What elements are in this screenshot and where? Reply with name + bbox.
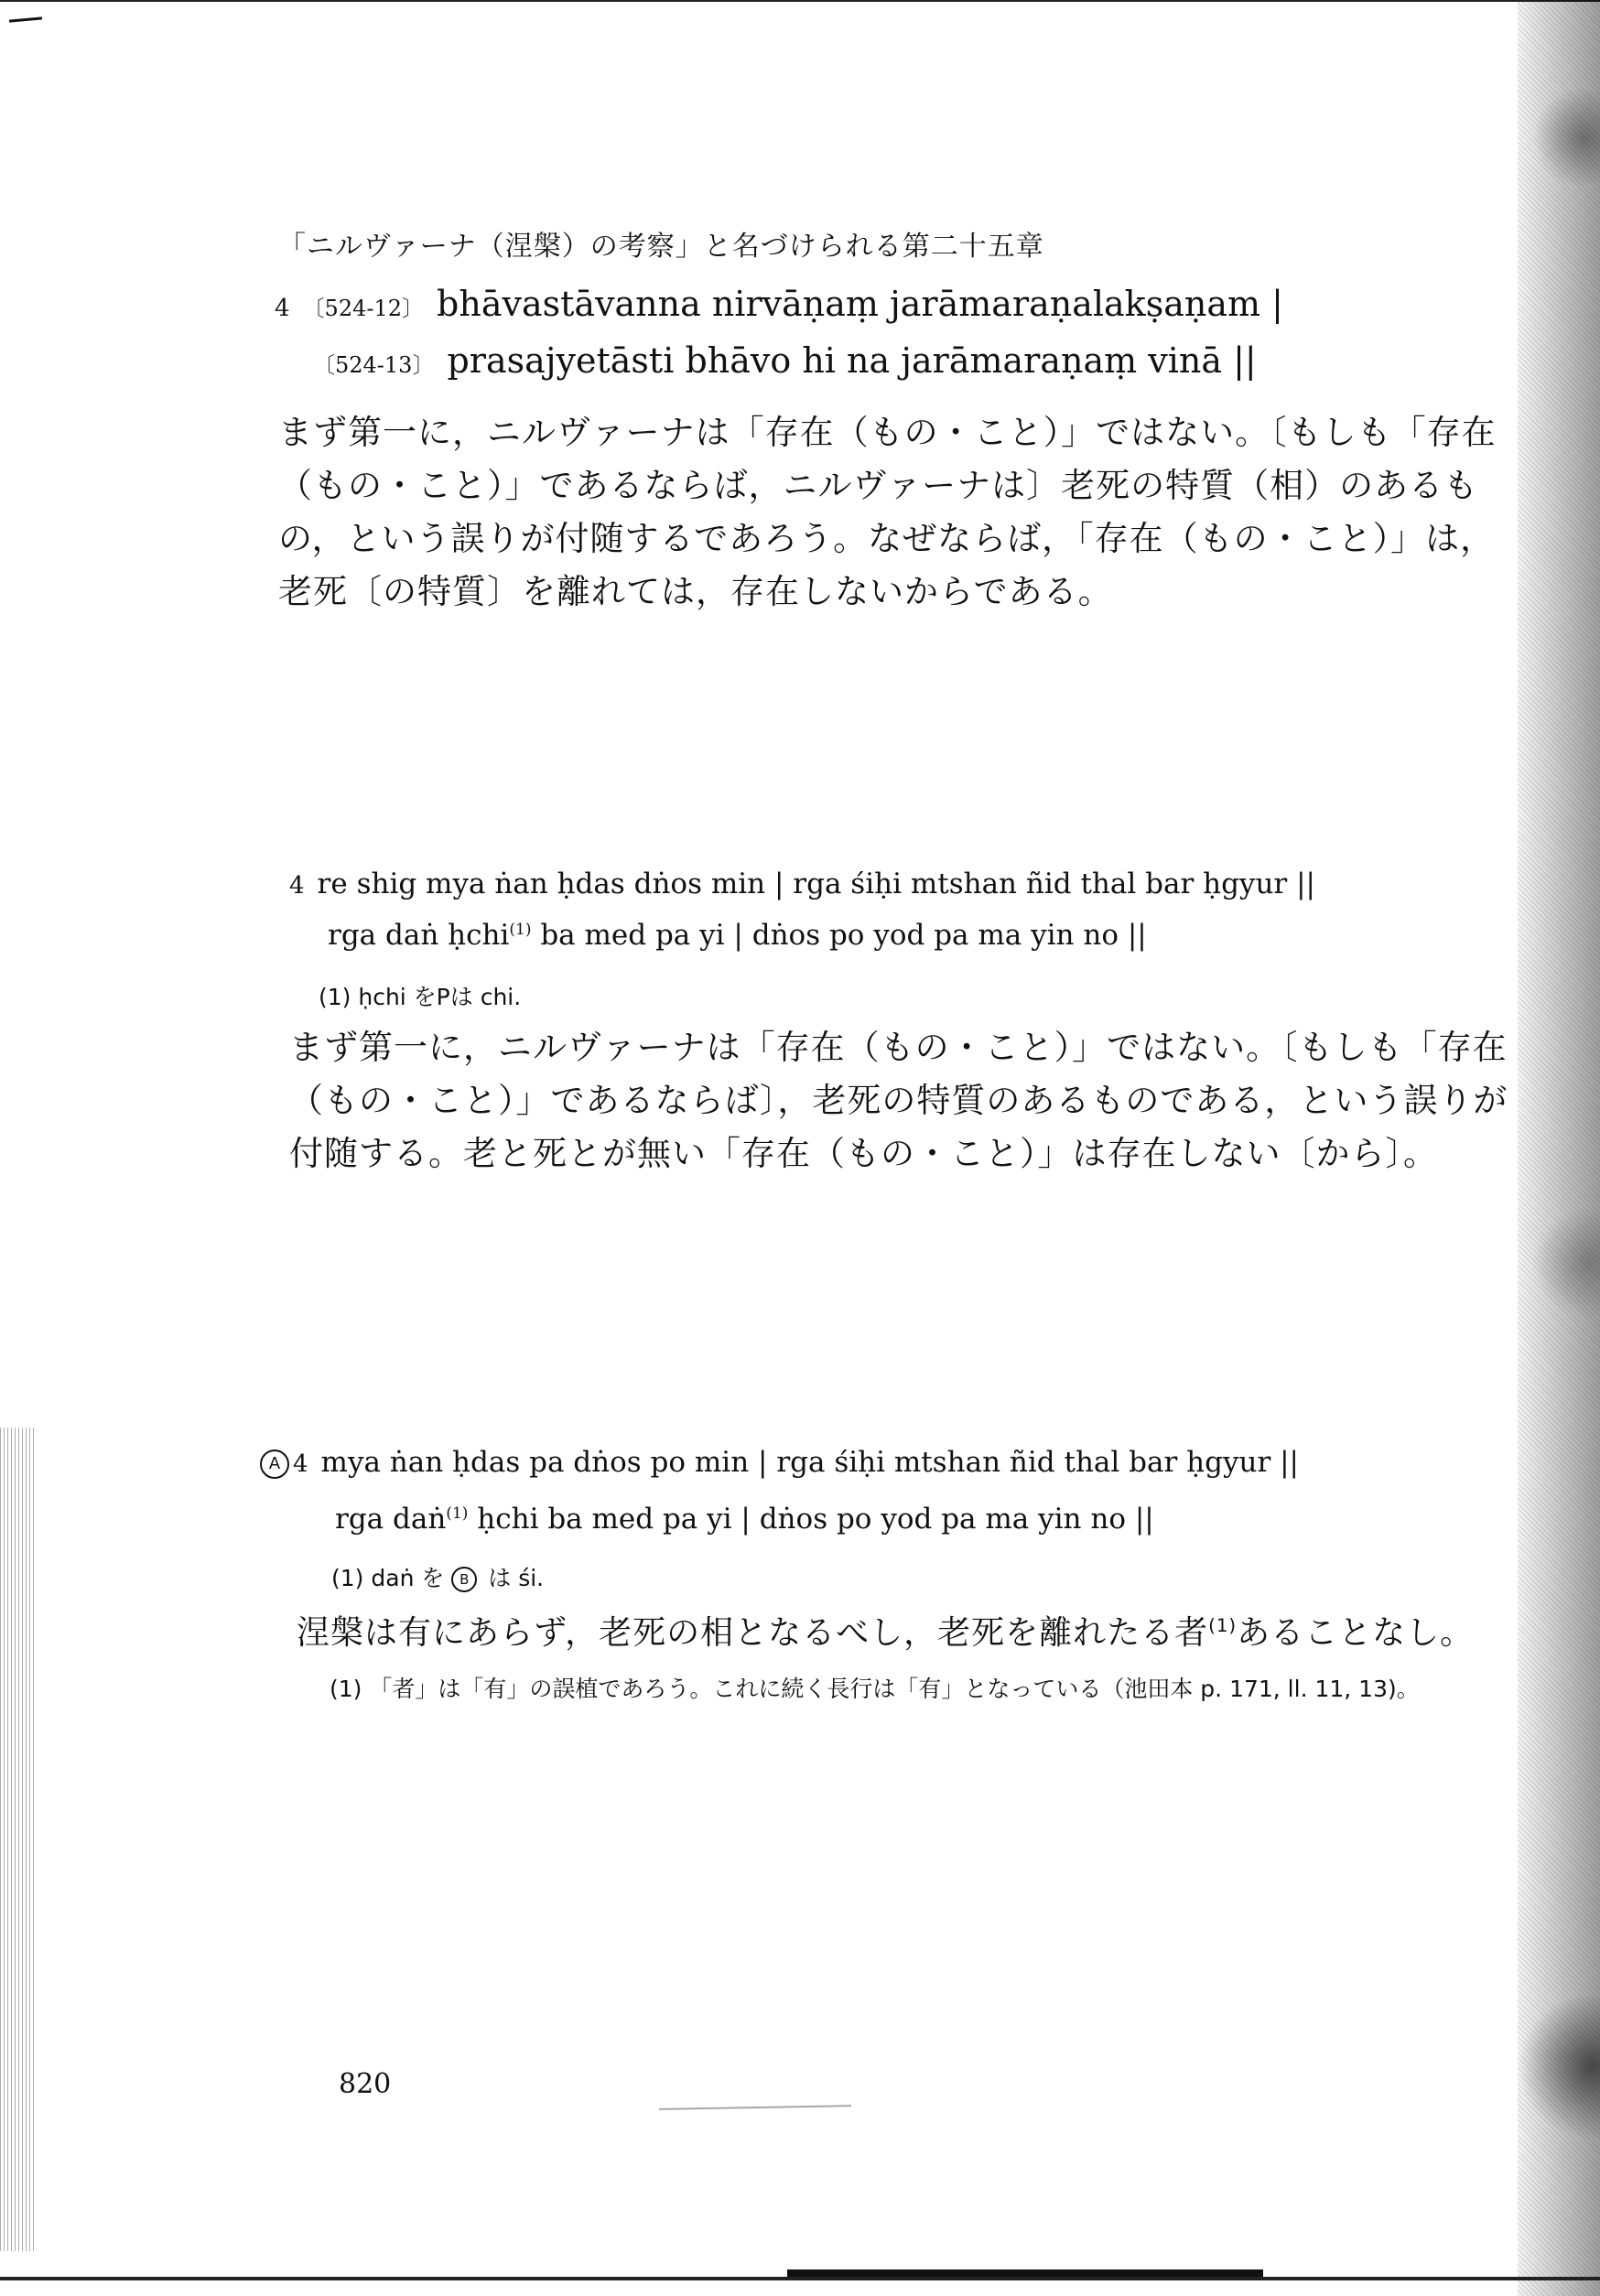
kanbun-footnote-mark: (1) [1208,1615,1238,1637]
kanbun-post: あることなし。 [1237,1614,1475,1652]
sanskrit-line1-text: bhāvastāvanna nirvāṇaṃ jarāmaraṇalakṣaṇam | [437,284,1283,324]
akutobhaya-circled-mark: A [260,1450,289,1479]
page-number: 820 [339,2068,392,2100]
scan-mark [9,16,42,22]
akutobhaya-note-number: (1) [331,1565,364,1591]
tibetan-verse-line-1 [289,868,1315,900]
sanskrit-verse-number: 4 [275,295,290,322]
sanskrit-line2-ref: 〔524-13〕 [313,352,435,378]
scan-bottom-mark [787,2269,1263,2277]
scan-top-edge [0,0,1600,2]
sanskrit-verse-line-1 [275,284,1283,324]
tibetan-line2-footnote-mark: (1) [509,920,532,939]
tibetan-translation: まず第一に，ニルヴァーナは「存在（もの・こと）」ではない。〔もしも「存在（もの・こと）」であるならば〕，老死の特質のあるものである，という誤りが付随する。老と死とが無い「存在（もの・こと）」は存在しない〔から〕。 [289,1028,1508,1173]
sanskrit-verse-line-2 [313,340,1257,381]
tibetan-line2-pre: rga daṅ ḥchi [328,919,510,952]
akutobhaya-verse-line-1 [260,1446,1299,1479]
scan-shadow-left [0,1428,37,2251]
akutobhaya-line1-text: mya ṅan ḥdas pa dṅos po min | rga śiḥi mtshan ñid thal bar ḥgyur || [320,1446,1300,1479]
akutobhaya-note-pre: daṅ を [371,1565,445,1591]
akutobhaya-verse-line-2 [335,1503,1154,1536]
kanbun-translation [297,1607,1474,1654]
sanskrit-translation: まず第一に，ニルヴァーナは「存在（もの・こと）」ではない。〔もしも「存在（もの・こと）」であるならば，ニルヴァーナは〕老死の特質（相）のあるもの，という誤りが付随するであろう。なぜならば，「存在（もの・こと）」は，老死〔の特質〕を離れては，存在しないからである。 [278,413,1497,611]
akutobhaya-footnote [331,1560,544,1593]
tibetan-line1-text: re shig mya ṅan ḥdas dṅos min | rga śiḥi mtshan ñid thal bar ḥgyur || [317,868,1315,900]
tibetan-verse-line-2 [328,919,1147,952]
kanbun-footnote: (1) 「者」は「有」の誤植であろう。これに続く長行は「有」となっている（池田本 p. 171, ll. 11, 13)。 [330,1676,1420,1702]
akutobhaya-verse-number: 4 [293,1450,308,1478]
chapter-heading: 「ニルヴァーナ（涅槃）の考察」と名づけられる第二十五章 [278,231,1044,263]
scan-smudge [659,2105,851,2110]
sanskrit-line2-text: prasajyetāsti bhāvo hi na jarāmaraṇaṃ vinā || [447,340,1257,381]
scan-bottom-edge [0,2277,1600,2280]
sanskrit-line1-ref: 〔524-12〕 [302,296,425,321]
akutobhaya-note-circled-mark: B [451,1567,477,1592]
akutobhaya-line2-post: ḥchi ba med pa yi | dṅos po yod pa ma yin no || [468,1503,1154,1536]
tibetan-verse-number: 4 [289,872,305,900]
kanbun-pre: 涅槃は有にあらず，老死の相となるべし，老死を離れたる者 [297,1614,1209,1652]
akutobhaya-line2-pre: rga daṅ [335,1503,447,1536]
akutobhaya-note-post: は śi. [488,1565,545,1591]
tibetan-line2-post: ba med pa yi | dṅos po yod pa ma yin no || [531,919,1147,952]
scan-shadow-right [1518,0,1600,2296]
tibetan-footnote: (1) ḥchi をPは chi. [319,984,522,1010]
akutobhaya-line2-footnote-mark: (1) [446,1504,469,1523]
